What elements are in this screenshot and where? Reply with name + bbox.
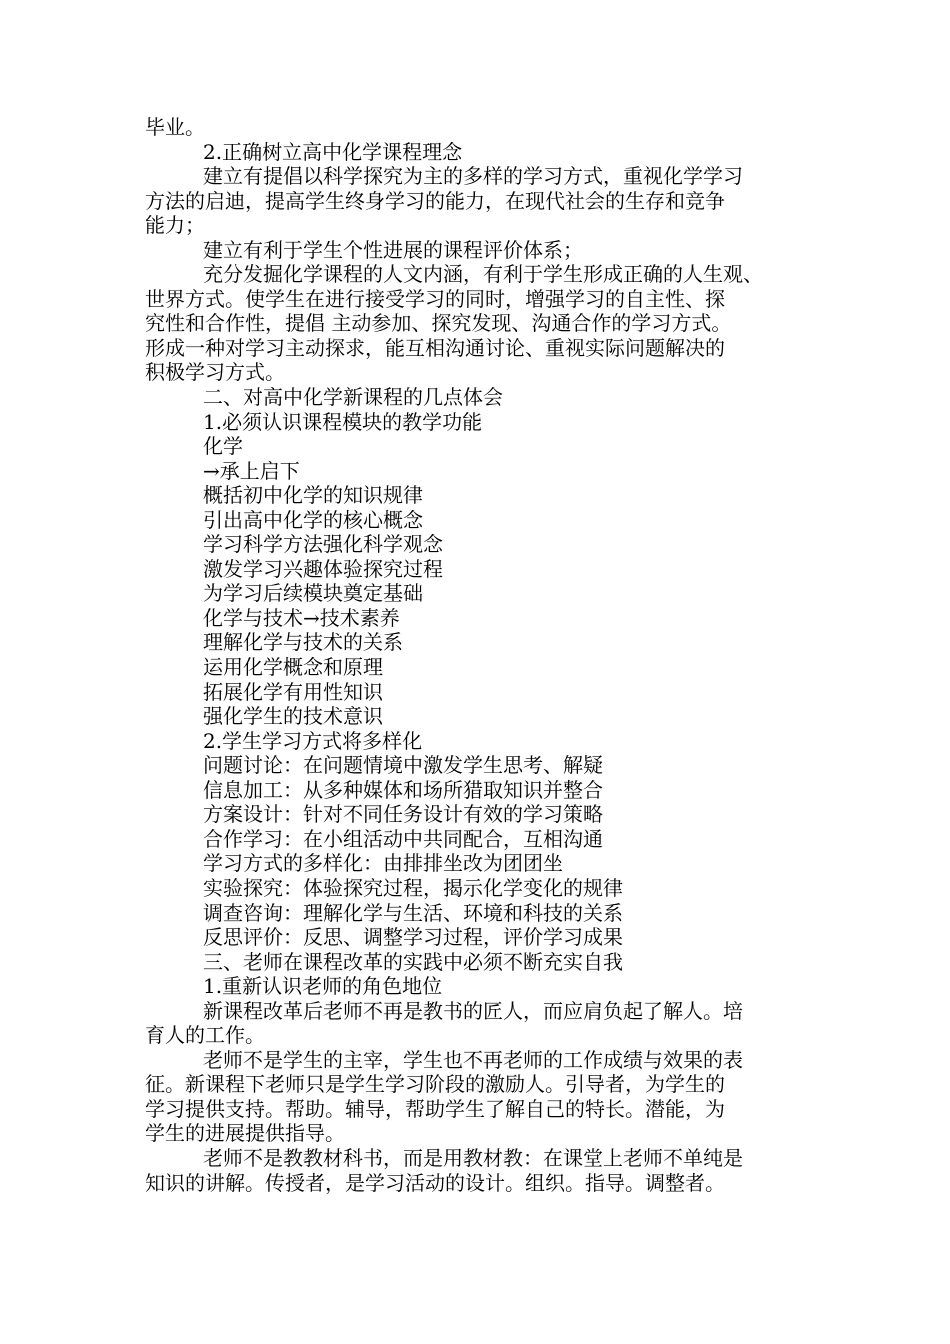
text-line: 知识的讲解。传授者，是学习活动的设计。组织。指导。调整者。 — [145, 1170, 725, 1195]
text-line: 运用化学概念和原理 — [203, 655, 383, 680]
text-line: 老师不是教教材科书，而是用教材教：在课堂上老师不单纯是 — [203, 1145, 743, 1170]
text-line: 充分发掘化学课程的人文内涵，有利于学生形成正确的人生观、 — [203, 262, 763, 287]
text-line: 信息加工：从多种媒体和场所猎取知识并整合 — [203, 777, 603, 802]
text-line: 学习科学方法强化科学观念 — [203, 532, 443, 557]
text-line: 方法的启迪，提高学生终身学习的能力，在现代社会的生存和竞争 — [145, 188, 725, 213]
text-line: 建立有利于学生个性进展的课程评价体系； — [203, 237, 583, 262]
text-line: 学生的进展提供指导。 — [145, 1121, 345, 1146]
text-line: 1.重新认识老师的角色地位 — [203, 974, 443, 999]
text-line: 方案设计：针对不同任务设计有效的学习策略 — [203, 802, 603, 827]
text-line: 究性和合作性，提倡 主动参加、探究发现、沟通合作的学习方式。 — [145, 311, 732, 336]
text-line: 为学习后续模块奠定基础 — [203, 581, 423, 606]
text-line: 问题讨论：在问题情境中激发学生思考、解疑 — [203, 753, 603, 778]
text-line: 学习方式的多样化：由排排坐改为团团坐 — [203, 851, 563, 876]
text-line: 老师不是学生的主宰，学生也不再老师的工作成绩与效果的表 — [203, 1047, 743, 1072]
text-line: 实验探究：体验探究过程，揭示化学变化的规律 — [203, 875, 623, 900]
text-line: 建立有提倡以科学探究为主的多样的学习方式，重视化学学习 — [203, 164, 743, 189]
text-line: 征。新课程下老师只是学生学习阶段的激励人。引导者，为学生的 — [145, 1072, 725, 1097]
text-line: 育人的工作。 — [145, 1023, 265, 1048]
text-line: 拓展化学有用性知识 — [203, 679, 383, 704]
text-line: 学习提供支持。帮助。辅导，帮助学生了解自己的特长。潜能，为 — [145, 1096, 725, 1121]
text-line: 强化学生的技术意识 — [203, 704, 383, 729]
text-line: 合作学习：在小组活动中共同配合，互相沟通 — [203, 826, 603, 851]
text-line: 化学 — [203, 434, 243, 459]
text-line: 能力； — [145, 213, 205, 238]
text-line: 世界方式。使学生在进行接受学习的同时，增强学习的自主性、探 — [145, 286, 725, 311]
text-line: 三、老师在课程改革的实践中必须不断充实自我 — [203, 949, 623, 974]
text-line: 2.学生学习方式将多样化 — [203, 728, 423, 753]
text-line: 1.必须认识课程模块的教学功能 — [203, 409, 483, 434]
text-line: 形成一种对学习主动探求，能互相沟通讨论、重视实际问题解决的 — [145, 335, 725, 360]
text-line: 新课程改革后老师不再是教书的匠人，而应肩负起了解人。培 — [203, 998, 743, 1023]
text-line: 积极学习方式。 — [145, 360, 285, 385]
text-line: 反思评价：反思、调整学习过程，评价学习成果 — [203, 925, 623, 950]
text-line: 二、对高中化学新课程的几点体会 — [203, 385, 503, 410]
text-line: 概括初中化学的知识规律 — [203, 483, 423, 508]
text-line: →承上启下 — [203, 458, 300, 483]
text-line: 调查咨询：理解化学与生活、环境和科技的关系 — [203, 900, 623, 925]
text-line: 激发学习兴趣体验探究过程 — [203, 556, 443, 581]
text-line: 毕业。 — [145, 115, 205, 139]
text-line: 2.正确树立高中化学课程理念 — [203, 139, 463, 164]
text-line: 化学与技术→技术素养 — [203, 605, 400, 630]
text-line: 引出高中化学的核心概念 — [203, 507, 423, 532]
text-line: 理解化学与技术的关系 — [203, 630, 403, 655]
